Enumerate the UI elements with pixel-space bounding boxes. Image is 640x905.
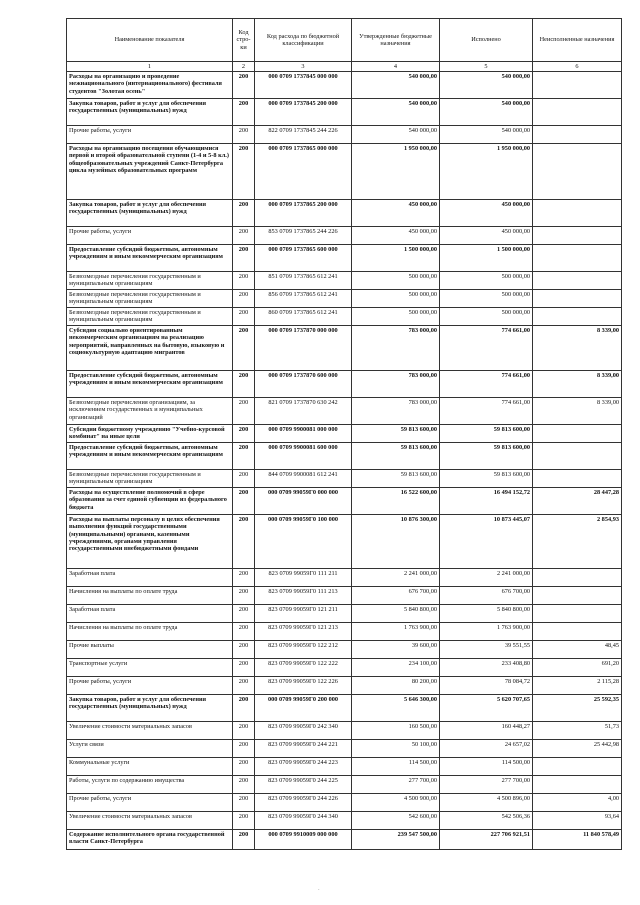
row-unexecuted-cell [533,623,622,641]
table-row [67,605,622,623]
row-name-cell: Прочие работы, услуги [67,227,233,245]
row-line-code-cell: 200 [233,308,255,326]
row-approved-cell: 239 547 500,00 [352,830,440,850]
row-unexecuted-cell [533,605,622,623]
row-line-code-cell: 200 [233,245,255,272]
row-expense-code-cell: 000 0709 9910009 000 000 [255,830,352,850]
row-expense-code-cell: 853 0709 1737865 244 226 [255,227,352,245]
table-body [67,72,622,850]
row-approved-cell: 80 200,00 [352,677,440,695]
row-line-code-cell: 200 [233,515,255,569]
row-approved-cell: 500 000,00 [352,308,440,326]
row-line-code-cell: 200 [233,398,255,425]
row-executed-cell: 1 763 900,00 [440,623,533,641]
budget-execution-table [66,18,622,850]
row-line-code-cell: 200 [233,695,255,722]
row-line-code-cell: 200 [233,200,255,227]
row-approved-cell: 500 000,00 [352,272,440,290]
row-approved-cell: 450 000,00 [352,227,440,245]
row-expense-code-cell: 000 0709 9900081 000 000 [255,425,352,443]
row-name-cell: Увеличение стоимости материальных запасов [67,722,233,740]
row-name-cell: Расходы на организацию посещения обучающимися первой и второй образовательной ступени (1-4 и 5-8 кл.) общеобразовательных учреждений Санкт-Петербурга цикла музейных образовательных программ [67,144,233,200]
row-approved-cell: 234 100,00 [352,659,440,677]
row-unexecuted-cell [533,470,622,488]
header-line-code: Код стро-ки [233,19,255,62]
table-row [67,677,622,695]
row-expense-code-cell: 000 0709 1737870 000 000 [255,326,352,371]
row-executed-cell: 500 000,00 [440,308,533,326]
row-line-code-cell: 200 [233,677,255,695]
row-unexecuted-cell [533,200,622,227]
table-row [67,515,622,569]
row-executed-cell: 59 813 600,00 [440,443,533,470]
row-approved-cell: 783 000,00 [352,371,440,398]
row-executed-cell: 160 448,27 [440,722,533,740]
page-mark: . [318,886,320,892]
table-row [67,812,622,830]
row-approved-cell: 39 600,00 [352,641,440,659]
row-name-cell: Заработная плата [67,605,233,623]
row-expense-code-cell: 823 0709 99059Г0 242 340 [255,722,352,740]
row-expense-code-cell: 000 0709 1737865 200 000 [255,200,352,227]
row-expense-code-cell: 000 0709 99059Г0 100 000 [255,515,352,569]
row-approved-cell: 783 000,00 [352,326,440,371]
row-approved-cell: 676 700,00 [352,587,440,605]
header-approved: Утвержденные бюджетные назначения [352,19,440,62]
row-name-cell: Прочие выплаты [67,641,233,659]
row-approved-cell: 59 813 600,00 [352,470,440,488]
row-name-cell: Содержание исполнительного органа государственной власти Санкт-Петербурга [67,830,233,850]
row-line-code-cell: 200 [233,99,255,126]
row-approved-cell: 16 522 600,00 [352,488,440,515]
row-expense-code-cell: 823 0709 99059Г0 121 211 [255,605,352,623]
row-line-code-cell: 200 [233,144,255,200]
row-name-cell: Предоставление субсидий бюджетным, автономным учреждениям и иным некоммерческим организациям [67,443,233,470]
table-row [67,425,622,443]
table-row [67,371,622,398]
row-unexecuted-cell: 8 339,00 [533,398,622,425]
row-line-code-cell: 200 [233,488,255,515]
row-executed-cell: 277 700,00 [440,776,533,794]
table-row [67,722,622,740]
table-row [67,227,622,245]
row-unexecuted-cell [533,245,622,272]
row-name-cell: Безвозмездные перечисления государственным и муниципальным организациям [67,290,233,308]
row-unexecuted-cell [533,72,622,99]
row-unexecuted-cell: 4,00 [533,794,622,812]
row-executed-cell: 39 551,55 [440,641,533,659]
row-approved-cell: 4 500 900,00 [352,794,440,812]
row-expense-code-cell: 823 0709 99059Г0 122 226 [255,677,352,695]
row-name-cell: Прочие работы, услуги [67,677,233,695]
row-expense-code-cell: 000 0709 1737845 000 000 [255,72,352,99]
column-number: 4 [352,62,440,72]
row-approved-cell: 10 876 300,00 [352,515,440,569]
row-line-code-cell: 200 [233,641,255,659]
row-executed-cell: 5 620 707,65 [440,695,533,722]
row-executed-cell: 24 657,02 [440,740,533,758]
row-line-code-cell: 200 [233,290,255,308]
row-name-cell: Прочие работы, услуги [67,126,233,144]
row-unexecuted-cell: 8 339,00 [533,326,622,371]
row-executed-cell: 4 500 896,00 [440,794,533,812]
row-expense-code-cell: 844 0709 9900081 612 241 [255,470,352,488]
header-expense-code: Код расхода по бюджетной классификации [255,19,352,62]
row-executed-cell: 227 706 921,51 [440,830,533,850]
row-executed-cell: 10 873 445,07 [440,515,533,569]
row-unexecuted-cell [533,443,622,470]
row-unexecuted-cell: 2 115,28 [533,677,622,695]
table-row [67,99,622,126]
row-name-cell: Начисления на выплаты по оплате труда [67,623,233,641]
row-approved-cell: 1 950 000,00 [352,144,440,200]
row-expense-code-cell: 823 0709 99059Г0 121 213 [255,623,352,641]
row-expense-code-cell: 860 0709 1737865 612 241 [255,308,352,326]
table-row [67,443,622,470]
row-executed-cell: 774 661,00 [440,371,533,398]
table-row [67,272,622,290]
row-unexecuted-cell: 25 592,35 [533,695,622,722]
row-line-code-cell: 200 [233,227,255,245]
row-name-cell: Субсидии бюджетному учреждению "Учебно-курсовой комбинат" на иные цели [67,425,233,443]
row-name-cell: Увеличение стоимости материальных запасов [67,812,233,830]
row-line-code-cell: 200 [233,126,255,144]
table-row [67,740,622,758]
row-name-cell: Расходы на выплаты персоналу в целях обеспечения выполнения функций государственными (муниципальными) органами, казенными учреждениями, органами управления государственными внебюджетными фондами [67,515,233,569]
row-expense-code-cell: 822 0709 1737845 244 226 [255,126,352,144]
row-unexecuted-cell [533,776,622,794]
row-executed-cell: 774 661,00 [440,326,533,371]
table-row [67,569,622,587]
column-number: 5 [440,62,533,72]
row-approved-cell: 1 763 900,00 [352,623,440,641]
table-row [67,308,622,326]
row-approved-cell: 500 000,00 [352,290,440,308]
row-line-code-cell: 200 [233,740,255,758]
row-expense-code-cell: 823 0709 99059Г0 111 213 [255,587,352,605]
row-approved-cell: 59 813 600,00 [352,425,440,443]
row-unexecuted-cell: 2 854,93 [533,515,622,569]
row-unexecuted-cell [533,290,622,308]
row-line-code-cell: 200 [233,470,255,488]
row-name-cell: Транспортные услуги [67,659,233,677]
budget-report-sheet [66,18,621,850]
table-row [67,72,622,99]
row-name-cell: Заработная плата [67,569,233,587]
row-expense-code-cell: 000 0709 99059Г0 000 000 [255,488,352,515]
row-line-code-cell: 200 [233,371,255,398]
row-executed-cell: 540 000,00 [440,99,533,126]
table-row [67,126,622,144]
table-row [67,488,622,515]
row-unexecuted-cell: 93,64 [533,812,622,830]
table-row [67,245,622,272]
row-unexecuted-cell [533,425,622,443]
column-number: 6 [533,62,622,72]
row-approved-cell: 160 500,00 [352,722,440,740]
table-row [67,470,622,488]
row-unexecuted-cell: 28 447,28 [533,488,622,515]
row-expense-code-cell: 000 0709 1737865 000 000 [255,144,352,200]
row-executed-cell: 114 500,00 [440,758,533,776]
row-line-code-cell: 200 [233,812,255,830]
row-name-cell: Начисления на выплаты по оплате труда [67,587,233,605]
row-name-cell: Услуги связи [67,740,233,758]
header-name: Наименование показателя [67,19,233,62]
table-row [67,794,622,812]
row-expense-code-cell: 823 0709 99059Г0 122 212 [255,641,352,659]
row-executed-cell: 5 840 800,00 [440,605,533,623]
row-unexecuted-cell: 48,45 [533,641,622,659]
row-unexecuted-cell [533,272,622,290]
row-name-cell: Предоставление субсидий бюджетным, автономным учреждениям и иным некоммерческим организациям [67,245,233,272]
row-name-cell: Безвозмездные перечисления государственным и муниципальным организациям [67,308,233,326]
header-row [67,19,622,62]
row-approved-cell: 5 840 800,00 [352,605,440,623]
row-line-code-cell: 200 [233,623,255,641]
row-executed-cell: 450 000,00 [440,227,533,245]
row-line-code-cell: 200 [233,605,255,623]
row-approved-cell: 2 241 000,00 [352,569,440,587]
row-approved-cell: 1 500 000,00 [352,245,440,272]
row-name-cell: Работы, услуги по содержанию имущества [67,776,233,794]
row-line-code-cell: 200 [233,72,255,99]
row-name-cell: Коммунальные услуги [67,758,233,776]
row-expense-code-cell: 856 0709 1737865 612 241 [255,290,352,308]
row-executed-cell: 59 813 600,00 [440,470,533,488]
table-row [67,830,622,850]
row-name-cell: Предоставление субсидий бюджетным, автономным учреждениям и иным некоммерческим организациям [67,371,233,398]
column-number-row [67,62,622,72]
row-approved-cell: 114 500,00 [352,758,440,776]
row-name-cell: Безвозмездные перечисления государственным и муниципальным организациям [67,470,233,488]
table-row [67,398,622,425]
table-row [67,326,622,371]
row-line-code-cell: 200 [233,758,255,776]
row-approved-cell: 540 000,00 [352,126,440,144]
row-line-code-cell: 200 [233,326,255,371]
row-expense-code-cell: 823 0709 99059Г0 244 223 [255,758,352,776]
column-number: 1 [67,62,233,72]
row-unexecuted-cell [533,587,622,605]
row-unexecuted-cell [533,758,622,776]
row-executed-cell: 774 661,00 [440,398,533,425]
row-unexecuted-cell [533,227,622,245]
row-unexecuted-cell: 691,20 [533,659,622,677]
row-unexecuted-cell: 25 442,98 [533,740,622,758]
row-executed-cell: 542 506,36 [440,812,533,830]
row-executed-cell: 1 500 000,00 [440,245,533,272]
row-line-code-cell: 200 [233,272,255,290]
row-executed-cell: 540 000,00 [440,126,533,144]
row-approved-cell: 50 100,00 [352,740,440,758]
row-executed-cell: 450 000,00 [440,200,533,227]
row-line-code-cell: 200 [233,722,255,740]
row-expense-code-cell: 823 0709 99059Г0 244 226 [255,794,352,812]
table-row [67,290,622,308]
row-executed-cell: 500 000,00 [440,290,533,308]
table-row [67,776,622,794]
row-name-cell: Закупка товаров, работ и услуг для обеспечения государственных (муниципальных) нужд [67,200,233,227]
row-expense-code-cell: 823 0709 99059Г0 111 211 [255,569,352,587]
row-name-cell: Закупка товаров, работ и услуг для обеспечения государственных (муниципальных) нужд [67,99,233,126]
row-expense-code-cell: 000 0709 1737870 600 000 [255,371,352,398]
row-line-code-cell: 200 [233,587,255,605]
row-unexecuted-cell [533,569,622,587]
table-row [67,200,622,227]
row-line-code-cell: 200 [233,425,255,443]
row-approved-cell: 277 700,00 [352,776,440,794]
row-executed-cell: 233 408,80 [440,659,533,677]
row-name-cell: Расходы на осуществление полномочий в сфере образования за счет единой субвенции из федерального бюджета [67,488,233,515]
table-row [67,695,622,722]
row-unexecuted-cell [533,99,622,126]
header-executed: Исполнено [440,19,533,62]
row-expense-code-cell: 821 0709 1737870 630 242 [255,398,352,425]
row-expense-code-cell: 000 0709 99059Г0 200 000 [255,695,352,722]
row-name-cell: Безвозмездные перечисления государственным и муниципальным организациям [67,272,233,290]
row-approved-cell: 59 813 600,00 [352,443,440,470]
row-line-code-cell: 200 [233,569,255,587]
row-approved-cell: 450 000,00 [352,200,440,227]
row-line-code-cell: 200 [233,794,255,812]
row-unexecuted-cell: 11 840 578,49 [533,830,622,850]
row-executed-cell: 676 700,00 [440,587,533,605]
row-executed-cell: 78 084,72 [440,677,533,695]
table-row [67,641,622,659]
row-approved-cell: 540 000,00 [352,99,440,126]
row-expense-code-cell: 823 0709 99059Г0 244 221 [255,740,352,758]
column-number: 2 [233,62,255,72]
row-name-cell: Субсидии социально ориентированным некоммерческим организациям на реализацию мероприятий, направленных на бытовую, языковую и социокультурную адаптацию мигрантов [67,326,233,371]
table-row [67,758,622,776]
table-row [67,659,622,677]
row-executed-cell: 2 241 000,00 [440,569,533,587]
row-line-code-cell: 200 [233,443,255,470]
row-name-cell: Закупка товаров, работ и услуг для обеспечения государственных (муниципальных) нужд [67,695,233,722]
row-executed-cell: 1 950 000,00 [440,144,533,200]
row-approved-cell: 783 000,00 [352,398,440,425]
row-unexecuted-cell [533,126,622,144]
row-expense-code-cell: 000 0709 1737845 200 000 [255,99,352,126]
row-name-cell: Прочие работы, услуги [67,794,233,812]
column-number: 3 [255,62,352,72]
row-expense-code-cell: 000 0709 9900081 600 000 [255,443,352,470]
row-expense-code-cell: 851 0709 1737865 612 241 [255,272,352,290]
row-unexecuted-cell [533,308,622,326]
row-unexecuted-cell: 8 339,00 [533,371,622,398]
row-executed-cell: 16 494 152,72 [440,488,533,515]
row-approved-cell: 542 600,00 [352,812,440,830]
row-expense-code-cell: 823 0709 99059Г0 244 340 [255,812,352,830]
row-expense-code-cell: 000 0709 1737865 600 000 [255,245,352,272]
row-line-code-cell: 200 [233,776,255,794]
row-unexecuted-cell: 51,73 [533,722,622,740]
row-name-cell: Расходы на организацию и проведение межнационального (интернационального) фестиваля студентов "Золотая осень" [67,72,233,99]
row-executed-cell: 500 000,00 [440,272,533,290]
row-line-code-cell: 200 [233,659,255,677]
row-line-code-cell: 200 [233,830,255,850]
row-approved-cell: 540 000,00 [352,72,440,99]
header-unexecuted: Неисполненные назначения [533,19,622,62]
table-row [67,587,622,605]
row-executed-cell: 540 000,00 [440,72,533,99]
row-expense-code-cell: 823 0709 99059Г0 244 225 [255,776,352,794]
row-unexecuted-cell [533,144,622,200]
row-name-cell: Безвозмездные перечисления организациям, за исключением государственных и муниципальных организаций [67,398,233,425]
table-row [67,144,622,200]
row-expense-code-cell: 823 0709 99059Г0 122 222 [255,659,352,677]
row-executed-cell: 59 813 600,00 [440,425,533,443]
row-approved-cell: 5 646 300,00 [352,695,440,722]
table-row [67,623,622,641]
